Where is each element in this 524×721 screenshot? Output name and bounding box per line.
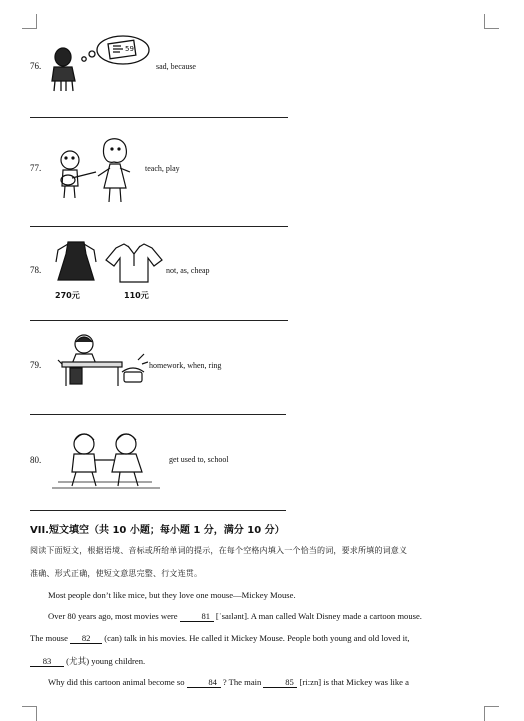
dress-illustration <box>48 240 104 290</box>
keyword-hint: not, as, cheap <box>166 266 210 275</box>
passage-text: Most people don’t like mice, but they love one mouse—Mickey Mouse. <box>48 590 296 600</box>
question-number: 78. <box>30 265 42 275</box>
crop-mark-top-left <box>22 14 37 29</box>
blank-82: 82 <box>70 633 102 644</box>
answer-line <box>30 320 288 321</box>
svg-text:59: 59 <box>125 45 134 53</box>
question-number: 77. <box>30 163 42 173</box>
passage-text: ? The main <box>222 677 262 687</box>
keyword-hint: teach, play <box>145 164 180 173</box>
blank-83: 83 <box>30 656 64 667</box>
passage-line-4 <box>30 655 486 667</box>
answer-line <box>30 510 286 511</box>
crop-mark-bottom-left <box>22 706 37 721</box>
section-title: VII.短文填空（共 10 小题；每小题 1 分，满分 10 分） <box>30 525 285 536</box>
girl-homework-phone-illustration <box>56 332 148 390</box>
crop-mark-bottom-right <box>484 706 499 721</box>
sad-boy-thinking-illustration <box>48 35 156 93</box>
answer-line <box>30 117 288 118</box>
dress-price: 270元 <box>55 291 80 300</box>
passage-paragraph-1 <box>30 590 486 600</box>
passage-text: (尤其) young children. <box>66 656 146 666</box>
instructions-line-2: 准确、形式正确，使短文意思完整、行文连贯。 <box>30 569 203 578</box>
instructions-line-1: 阅读下面短文，根据语境、音标或所给单词的提示，在每个空格内填入一个恰当的词，要求所填的词意义 <box>30 546 408 555</box>
question-number: 79. <box>30 360 42 370</box>
answer-line <box>30 414 286 415</box>
passage-text: [ˈsaɪlənt]. A man called Walt Disney made a cartoon mouse. <box>215 611 422 621</box>
passage-text: [ri:zn] is that Mickey was like a <box>299 677 409 687</box>
shirt-illustration <box>104 240 164 286</box>
passage-line-2 <box>30 611 486 622</box>
blank-81: 81 <box>180 611 214 622</box>
crop-mark-top-right <box>484 14 499 29</box>
blank-84: 84 <box>187 677 221 688</box>
passage-text: The mouse <box>30 633 68 643</box>
answer-line <box>30 226 288 227</box>
passage-text: Why did this cartoon animal become so <box>48 677 185 687</box>
passage-line-3 <box>30 633 486 644</box>
keyword-hint: get used to, school <box>169 455 229 464</box>
passage-text: (can) talk in his movies. He called it Mickey Mouse. People both young and old loved it, <box>104 633 410 643</box>
question-number: 80. <box>30 455 42 465</box>
question-number: 76. <box>30 61 42 71</box>
children-walking-to-school-illustration <box>48 430 164 492</box>
keyword-hint: homework, when, ring <box>149 361 222 370</box>
blank-85: 85 <box>263 677 297 688</box>
teacher-and-child-guitar-illustration <box>54 134 142 204</box>
shirt-price: 110元 <box>124 291 149 300</box>
keyword-hint: sad, because <box>156 62 196 71</box>
passage-text: Over 80 years ago, most movies were <box>48 611 178 621</box>
passage-line-5 <box>30 677 486 688</box>
